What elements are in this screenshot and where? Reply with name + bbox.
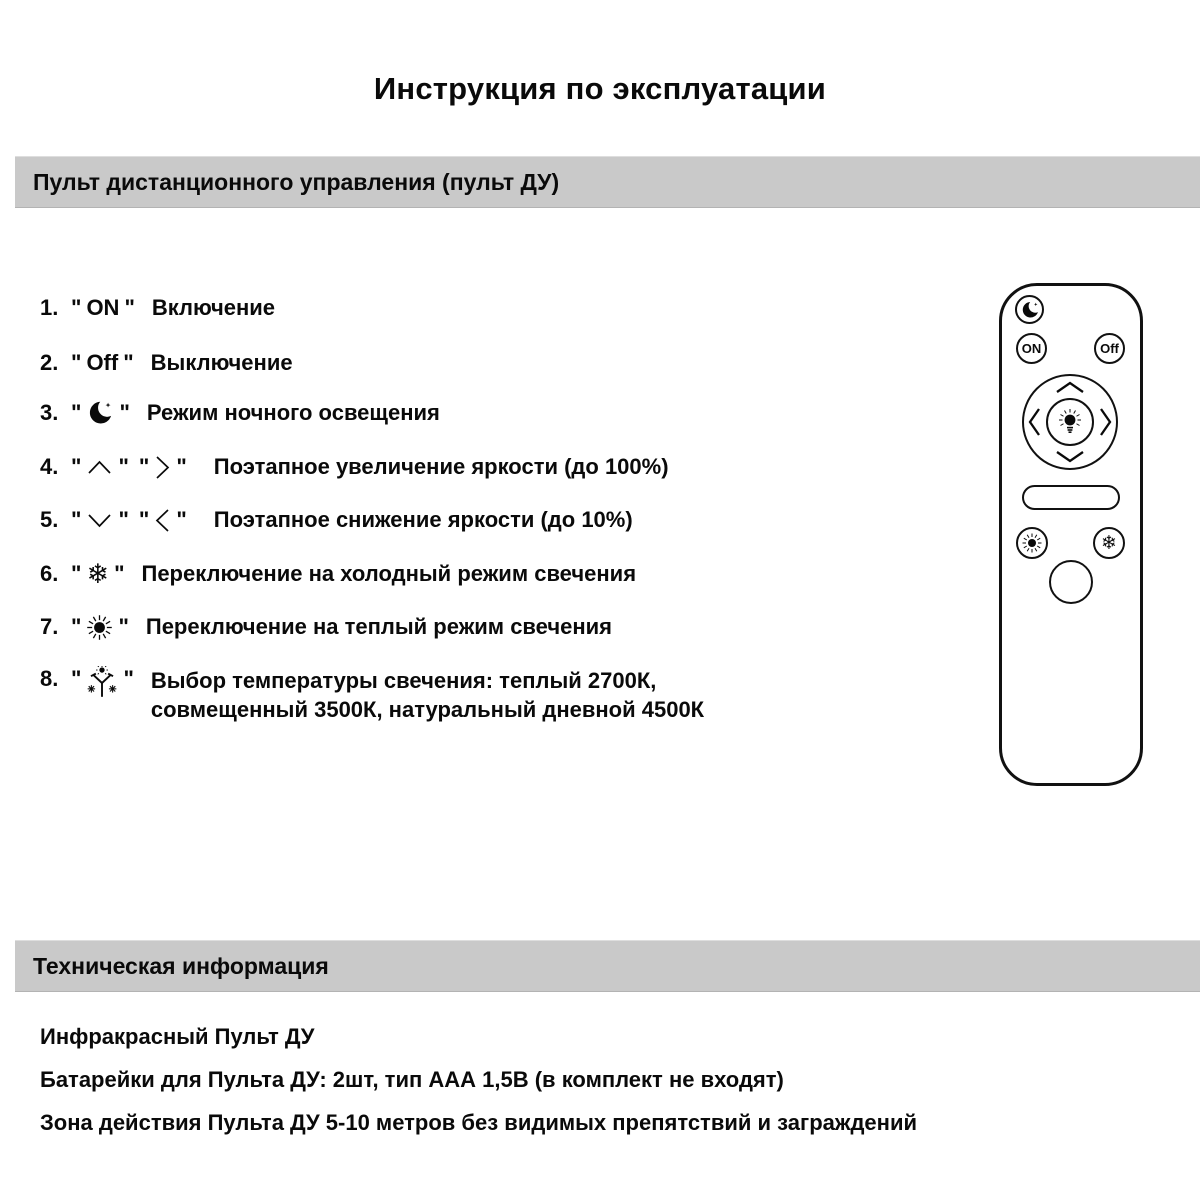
page-title: Инструкция по эксплуатации [373, 71, 827, 106]
list-item-on [40, 291, 275, 325]
item-label: Включение [151, 295, 276, 320]
list-item-temp-select [40, 666, 704, 724]
item-number: 4. [40, 454, 59, 479]
item-number: 6. [40, 561, 59, 586]
item-label: Режим ночного освещения [146, 400, 440, 425]
remote-on-button [1016, 333, 1047, 364]
item-label: Переключение на теплый режим свечения [145, 614, 613, 639]
chevron-right-icon [1099, 407, 1112, 442]
list-item-cold-mode [40, 557, 636, 591]
chevron-down-icon [86, 512, 113, 529]
remote-on-label: ON [1021, 341, 1042, 356]
list-item-brightness-up [40, 450, 669, 484]
item-number: 2. [40, 350, 59, 375]
item-label [151, 666, 704, 724]
item-label-line2: совмещенный 3500К, натуральный дневной 4500К [150, 697, 705, 722]
quote-mark: " [138, 507, 150, 532]
on-key-label: ON [86, 295, 120, 320]
quote-mark: " [71, 614, 82, 639]
tech-info-line: Зона действия Пульта ДУ 5-10 метров без видимых препятствий и заграждений [40, 1110, 918, 1135]
quote-mark: " [138, 454, 150, 479]
section-header-remote [15, 156, 1200, 208]
moon-icon [1020, 300, 1040, 320]
chevron-left-icon [1028, 407, 1041, 442]
quote-mark: " [118, 507, 129, 532]
quote-mark: " [71, 507, 82, 532]
section-header-tech-label: Техническая информация [33, 952, 329, 979]
quote-mark: " [71, 400, 82, 425]
item-number: 1. [40, 295, 59, 320]
remote-bulb-button [1046, 398, 1094, 446]
item-label: Поэтапное увеличение яркости (до 100%) [213, 454, 669, 479]
list-item-off [40, 346, 293, 380]
quote-mark: " [71, 666, 82, 691]
snowflake-icon: ❄ [86, 558, 110, 590]
list-item-night-mode [40, 396, 440, 430]
item-number: 5. [40, 507, 59, 532]
quote-mark: " [118, 454, 129, 479]
quote-mark: " [176, 507, 187, 532]
remote-dpad [1022, 374, 1118, 470]
item-label: Поэтапное снижение яркости (до 10%) [213, 507, 633, 532]
item-label: Выключение [150, 350, 293, 375]
quote-mark: " [123, 666, 134, 691]
sun-icon [1021, 532, 1043, 554]
quote-mark: " [123, 350, 134, 375]
chevron-left-icon [154, 507, 171, 534]
moon-icon [86, 399, 114, 427]
chevron-up-icon [86, 459, 113, 476]
tech-info-line: Батарейки для Пульта ДУ: 2шт, тип ААА 1,5В (в комплект не входят) [40, 1067, 784, 1092]
snowflake-icon: ❄ [1101, 531, 1117, 554]
remote-off-label: Off [1100, 341, 1119, 356]
list-item-warm-mode [40, 610, 612, 644]
quote-mark: " [119, 400, 130, 425]
temp-select-icon [86, 666, 118, 700]
item-number: 8. [40, 666, 59, 691]
quote-mark: " [71, 561, 82, 586]
section-header-tech [15, 940, 1200, 992]
chevron-right-icon [154, 454, 171, 481]
quote-mark: " [71, 350, 82, 375]
item-label: Переключение на холодный режим свечения [141, 561, 637, 586]
item-label-line1: Выбор температуры свечения: теплый 2700К, [150, 668, 657, 693]
item-number: 7. [40, 614, 59, 639]
section-header-remote-label: Пульт дистанционного управления (пульт ДУ) [33, 168, 560, 195]
quote-mark: " [176, 454, 187, 479]
quote-mark: " [114, 561, 125, 586]
quote-mark: " [71, 295, 82, 320]
remote-control-illustration [999, 283, 1143, 786]
light-bulb-icon [1055, 407, 1085, 437]
remote-warm-button [1016, 527, 1048, 559]
remote-blank-button [1022, 485, 1120, 510]
remote-off-button [1094, 333, 1125, 364]
list-item-brightness-down [40, 503, 633, 537]
remote-cold-button [1093, 527, 1125, 559]
remote-bottom-button [1049, 560, 1093, 604]
chevron-down-icon [1055, 450, 1085, 468]
item-number: 3. [40, 400, 59, 425]
tech-info-line: Инфракрасный Пульт ДУ [40, 1024, 315, 1049]
quote-mark: " [124, 295, 135, 320]
quote-mark: " [118, 614, 129, 639]
sun-icon [86, 614, 113, 641]
chevron-up-icon [1055, 381, 1085, 399]
quote-mark: " [71, 454, 82, 479]
off-key-label: Off [86, 350, 119, 375]
remote-night-mode-button [1015, 295, 1044, 324]
